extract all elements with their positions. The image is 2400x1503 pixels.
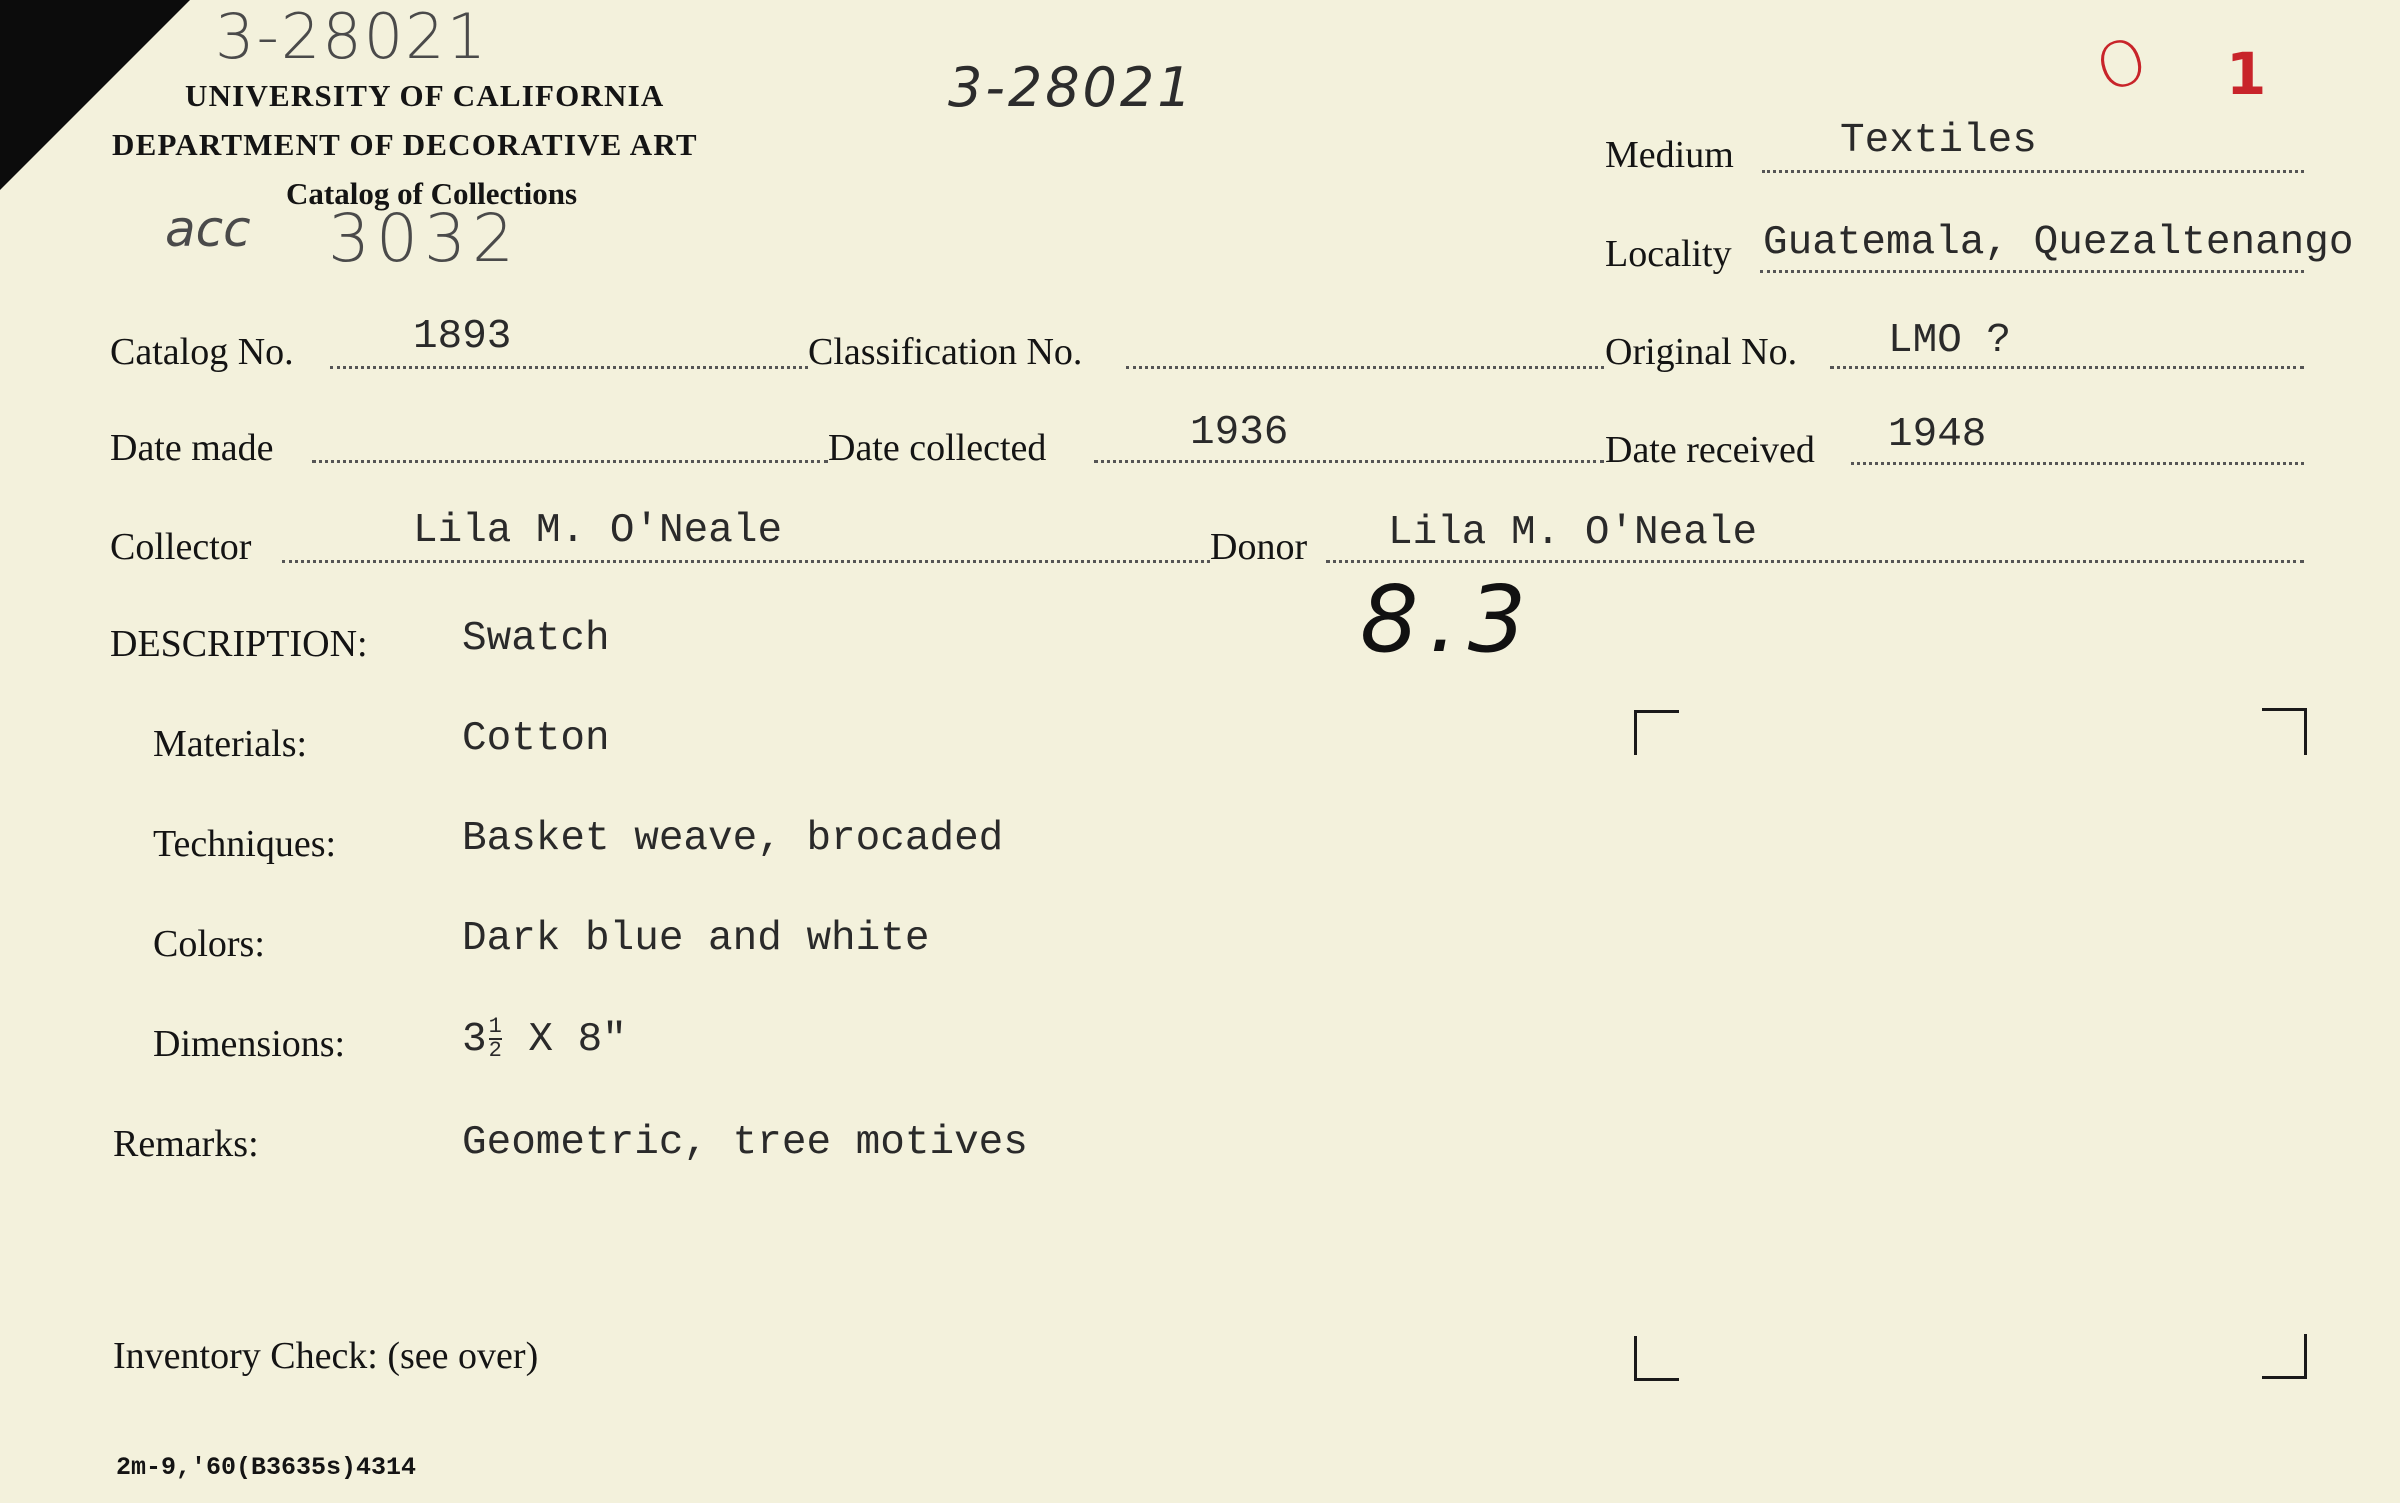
dimensions-whole: 3 [462,1016,487,1063]
catalog-no-label: Catalog No. [110,331,294,373]
colors-label: Colors: [153,923,265,965]
handwritten-acc-number: 3032 [328,200,520,277]
handwritten-top-number: 3-28021 [215,0,489,73]
locality-line [1760,270,2304,273]
date-collected-line [1094,460,1604,463]
donor-value: Lila M. O'Neale [1388,510,1758,556]
remarks-label: Remarks: [113,1123,259,1165]
header-catalog: Catalog of Collections [286,176,578,211]
dimensions-rest: X 8" [503,1016,627,1063]
inventory-check: Inventory Check: (see over) [113,1335,539,1377]
donor-line [1326,560,2304,563]
dimensions-frac-den: 2 [488,1038,502,1063]
description-value: Swatch [462,616,610,662]
medium-value: Textiles [1840,118,2037,164]
donor-label: Donor [1210,526,1308,568]
date-received-line [1851,462,2304,465]
dimensions-fraction [489,1016,502,1062]
print-code: 2m-9,'60(B3635s)4314 [116,1453,417,1482]
remarks-value: Geometric, tree motives [462,1120,1028,1166]
catalog-no-line [330,366,808,369]
original-no-label: Original No. [1605,331,1798,373]
handwritten-big-number: 8.3 [1360,566,1537,673]
classification-no-label: Classification No. [808,331,1083,373]
header-university: UNIVERSITY OF CALIFORNIA [185,78,665,113]
techniques-value: Basket weave, brocaded [462,816,1004,862]
crop-mark-top-left [1634,710,1679,755]
description-label: DESCRIPTION: [110,623,368,665]
handwritten-center-number: 3-28021 [948,56,1195,119]
header-department: DEPARTMENT OF DECORATIVE ART [112,127,698,162]
original-no-value: LMO ? [1888,318,2012,364]
locality-value: Guatemala, Quezaltenango [1763,220,2354,266]
collector-value: Lila M. O'Neale [413,508,783,554]
date-collected-value: 1936 [1190,410,1289,456]
red-mark-circle: O [2086,22,2156,107]
original-no-line [1830,366,2304,369]
medium-line [1762,170,2304,173]
techniques-label: Techniques: [153,823,337,865]
date-received-value: 1948 [1888,412,1987,458]
handwritten-acc-prefix: acc [165,200,251,258]
collector-line [282,560,1210,563]
locality-label: Locality [1605,233,1732,275]
dimensions-label: Dimensions: [153,1023,346,1065]
date-collected-label: Date collected [828,427,1047,469]
catalog-no-value: 1893 [413,314,512,360]
classification-no-line [1126,366,1604,369]
medium-label: Medium [1605,134,1734,176]
dimensions-value [462,1016,627,1063]
collector-label: Collector [110,526,252,568]
crop-mark-bottom-right [2262,1334,2307,1379]
date-made-line [312,460,828,463]
crop-mark-top-right [2262,708,2307,755]
materials-value: Cotton [462,716,610,762]
materials-label: Materials: [153,723,308,765]
colors-value: Dark blue and white [462,916,930,962]
date-received-label: Date received [1605,429,1815,471]
date-made-label: Date made [110,427,274,469]
crop-mark-bottom-left [1634,1336,1679,1381]
red-mark-number: 1 [2226,40,2267,108]
dimensions-frac-num: 1 [488,1014,502,1039]
